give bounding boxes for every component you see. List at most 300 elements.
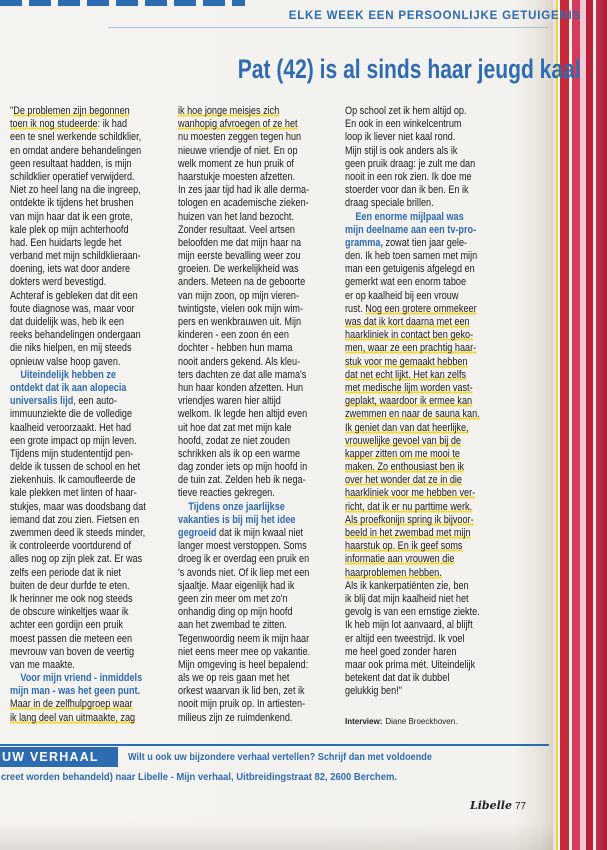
highlighted-text: kapper zitten om me mooi te xyxy=(345,447,460,460)
interview-label: Interview: xyxy=(345,717,383,726)
text-segment: dokters werd bevestigd. xyxy=(10,276,107,289)
text-segment: ik controleerde voortdurend of xyxy=(10,540,132,553)
text-line xyxy=(178,501,310,514)
text-line xyxy=(10,197,146,210)
text-segment: aan het zwembad te zitten. xyxy=(178,619,287,632)
text-line xyxy=(10,461,146,474)
text-line xyxy=(345,672,480,685)
text-line xyxy=(178,659,310,672)
text-segment: nooit mijn pruik op. In artiesten- xyxy=(178,698,306,711)
text-segment: Ik heb mijn lot aanvaard, al blijft xyxy=(345,619,473,632)
text-line xyxy=(345,422,480,435)
text-segment: man een getuigenis afgelegd en xyxy=(345,263,475,276)
text-segment: immuunziekte die de volledige xyxy=(10,408,133,421)
text-segment: en omdat andere behandelingen xyxy=(10,144,142,157)
text-line xyxy=(345,567,480,580)
text-line xyxy=(345,263,480,276)
text-segment: zelfs een periode dat ik niet xyxy=(10,566,121,579)
text-segment: haarstukje moesten afzetten. xyxy=(178,170,296,183)
text-segment: stukjes, maar was doodsbang dat xyxy=(10,500,146,513)
text-line xyxy=(345,685,480,698)
highlighted-text: dat net echt lijkt. Het kan zelfs xyxy=(345,368,467,381)
text-line xyxy=(345,487,480,500)
text-line xyxy=(345,527,480,540)
text-line xyxy=(178,672,310,685)
text-segment: tologen en academische zieken- xyxy=(178,197,309,210)
text-line xyxy=(178,461,310,474)
text-segment: Niet zo heel lang na die ingreep, xyxy=(10,184,141,197)
text-line xyxy=(178,237,310,250)
lead-in-text: gegroeid xyxy=(178,527,217,539)
text-line xyxy=(178,395,310,408)
text-segment: betekent dat dat ik dubbel xyxy=(345,672,450,685)
highlighted-text: was dat ik kort daarna met een xyxy=(345,316,470,328)
text-segment: als we op reis gaan met het xyxy=(178,672,290,685)
text-line xyxy=(10,514,146,527)
text-line xyxy=(10,158,146,171)
text-line xyxy=(10,224,146,237)
text-line xyxy=(178,474,310,487)
text-line xyxy=(345,224,480,237)
text-line xyxy=(178,211,310,224)
text-line xyxy=(345,237,480,250)
page-number: 77 xyxy=(514,801,527,812)
text-line xyxy=(178,145,310,158)
text-segment: geen zin meer om met zo'n xyxy=(178,592,288,605)
text-segment: kinderen - een zoon én een xyxy=(178,329,289,342)
lead-in-text: Een enorme mijlpaal was xyxy=(355,210,464,223)
text-segment: nieuwe vriendje of niet. En op xyxy=(178,144,298,157)
text-segment: , een auto- xyxy=(73,395,117,408)
text-segment: twintigste, vielen ook mijn wim- xyxy=(178,302,304,315)
text-line xyxy=(345,118,480,131)
text-line xyxy=(178,435,310,448)
text-segment: gevolg is van een ernstige ziekte. xyxy=(345,606,480,619)
text-line xyxy=(10,145,146,158)
highlighted-text: stuk voor me gemaakt hebben xyxy=(345,355,468,368)
text-line xyxy=(10,303,146,316)
text-segment: die niks hielpen, en mij steeds xyxy=(10,342,132,355)
text-segment: : ik had xyxy=(97,118,128,131)
text-line xyxy=(178,290,310,303)
text-segment: dochter - hebben hun mama xyxy=(178,342,293,355)
text-segment: schrikken als ik op een warme xyxy=(178,447,301,460)
text-line xyxy=(178,303,310,316)
text-line xyxy=(178,131,310,144)
text-segment: kale plek op mijn achterhoofd xyxy=(10,223,129,236)
text-line xyxy=(10,567,146,580)
highlighted-text: vrouwelijke gevoel van bij de xyxy=(345,434,461,447)
text-segment: welk moment ze hun pruik of xyxy=(178,157,294,170)
text-segment: Als ik kankerpatiënten zie, ben xyxy=(345,579,469,592)
page-stack-edges xyxy=(553,0,607,850)
text-line xyxy=(10,606,146,619)
text-line xyxy=(10,487,146,500)
text-segment: kaalheid veroorzaakt. Het had xyxy=(10,421,132,434)
text-line xyxy=(178,369,310,382)
text-line xyxy=(178,184,310,197)
text-line xyxy=(178,250,310,263)
text-line xyxy=(345,461,480,474)
text-segment: er altijd een tweestrijd. Ik voel xyxy=(345,632,465,645)
highlighted-text: zwemmen en naar de sauna kan. xyxy=(345,408,480,421)
text-line xyxy=(10,474,146,487)
page-footer xyxy=(470,799,526,814)
text-line xyxy=(178,593,310,606)
text-segment: geen resultaat hadden, is mijn xyxy=(10,157,132,170)
text-segment: huizen van het land bezocht. xyxy=(178,210,294,223)
text-segment: stoerder voor dan ik ben. En ik xyxy=(345,184,469,197)
text-segment: dat duidelijk was, heb ik een xyxy=(10,316,124,328)
text-line xyxy=(345,408,480,421)
text-segment: gemerkt wat een enorm taboe xyxy=(345,276,467,289)
text-line xyxy=(178,422,310,435)
text-segment: ters dachten ze dat alle mama's xyxy=(178,368,307,381)
text-segment: welkom. Ik legde hen altijd even xyxy=(178,408,308,421)
text-line xyxy=(178,619,310,632)
text-segment: sjaaltje. Maar eigenlijk had ik xyxy=(178,579,295,592)
text-line xyxy=(178,606,310,619)
text-line xyxy=(345,395,480,408)
text-segment: loop ik liever niet kaal rond. xyxy=(345,131,456,144)
text-line xyxy=(10,369,146,382)
text-segment: vriendjes waren hier altijd xyxy=(178,395,281,408)
text-segment: nooit in een rok zien. Ik doe me xyxy=(345,170,472,183)
text-segment: de tuin zat. Zelden heb ik nega- xyxy=(178,474,306,487)
highlighted-text: Ik geniet dan van dat heerlijke, xyxy=(345,421,469,434)
highlighted-text: geplakt, waardoor ik ermee kan xyxy=(345,395,473,408)
text-line xyxy=(345,474,480,487)
highlighted-text: maken. Zo enthousiast ben ik xyxy=(345,461,465,474)
text-segment: " xyxy=(10,105,14,117)
section-kicker: ELKE WEEK EEN PERSOONLIJKE GETUIGENIS xyxy=(288,10,581,22)
text-line xyxy=(178,540,310,553)
text-segment: delde ik tussen de school en het xyxy=(10,461,141,474)
highlighted-text: ik hoe jonge meisjes zich xyxy=(178,105,280,117)
text-line xyxy=(345,659,480,672)
text-line xyxy=(10,276,146,289)
text-line xyxy=(178,646,310,659)
text-segment: ontdekte ik tijdens het brushen xyxy=(10,197,134,210)
text-segment: droeg ik er overdag een pruik en xyxy=(178,553,310,566)
text-segment: zwemmen deed ik steeds minder, xyxy=(10,527,146,539)
text-segment: hun haar konden afzetten. Hun xyxy=(178,381,304,394)
text-line xyxy=(178,685,310,698)
text-line xyxy=(345,514,480,527)
text-line xyxy=(178,342,310,355)
text-segment: draag speciale brillen. xyxy=(345,197,434,210)
highlighted-text: Maar in de zelfhulpgroep waar xyxy=(10,698,133,711)
text-line xyxy=(345,501,480,514)
text-segment: geen pruik draag: je zult me dan xyxy=(345,157,476,170)
your-story-tag: UW VERHAAL xyxy=(0,747,118,767)
text-line xyxy=(10,171,146,184)
text-segment: van me maakte. xyxy=(10,658,75,671)
lead-in-text: universalis lijd xyxy=(10,395,74,408)
text-segment: rust. xyxy=(345,302,366,315)
highlighted-text: ik lang deel van uitmaakte, zag xyxy=(10,711,136,724)
highlighted-text: met medische lijm worden vast- xyxy=(345,381,473,394)
text-segment: er op kaalheid bij een vrouw xyxy=(345,289,459,302)
text-line xyxy=(345,250,480,263)
masthead-fragment xyxy=(0,0,245,6)
text-segment: me heel goed zonder haren xyxy=(345,645,457,658)
text-line xyxy=(10,131,146,144)
text-segment: tieve reacties gekregen. xyxy=(178,487,275,500)
text-segment: verband met mijn schildklieraan- xyxy=(10,250,141,263)
text-line xyxy=(10,593,146,606)
text-line xyxy=(178,527,310,540)
highlighted-text: richt, dat ik er nu parttime werk. xyxy=(345,500,473,513)
text-segment: anders. Meteen na de geboorte xyxy=(178,276,306,289)
text-line xyxy=(178,382,310,395)
banner-rule xyxy=(0,744,549,746)
text-line xyxy=(345,316,480,329)
text-segment: Mijn stijl is ook anders als ik xyxy=(345,144,458,157)
text-line xyxy=(345,619,480,632)
highlighted-text: haarkliniek voor me hebben ver- xyxy=(345,487,476,500)
text-segment: mijn eerste bevalling weer zou xyxy=(178,250,301,263)
text-line xyxy=(178,567,310,580)
text-line xyxy=(178,580,310,593)
text-segment: uit hoe dat zat met mijn kale xyxy=(178,421,292,434)
text-line xyxy=(345,105,480,118)
highlighted-text: Als proefkonijn spring ik bijvoor- xyxy=(345,513,474,526)
text-line xyxy=(178,105,310,118)
text-line xyxy=(345,553,480,566)
text-segment: nu moesten zeggen tegen hun xyxy=(178,131,302,144)
text-segment: orkest waarvan ik lid ben, zet ik xyxy=(178,685,305,698)
text-line xyxy=(345,356,480,369)
text-segment: foute diagnose was, maar voor xyxy=(10,302,135,315)
text-segment: een te snel werkende schildklier, xyxy=(10,131,142,144)
text-segment: groeien. De werkelijkheid was xyxy=(178,263,299,276)
text-line xyxy=(345,382,480,395)
text-segment: alles nog op zijn plek zat. Er was xyxy=(10,553,143,566)
lead-in-text: Voor mijn vriend - inmiddels xyxy=(20,672,143,685)
text-line xyxy=(10,382,146,395)
text-line xyxy=(10,184,146,197)
text-segment: maar ook prima mét. Uiteindelijk xyxy=(345,658,476,671)
text-segment: zowat tien jaar gele- xyxy=(382,236,468,249)
text-line xyxy=(345,184,480,197)
text-segment: Achteraf is gebleken dat dit een xyxy=(10,289,138,302)
interviewer-name: Diane Broeckhoven. xyxy=(385,717,458,726)
text-line xyxy=(345,646,480,659)
highlighted-text: haarstuk op. En ik geef soms xyxy=(345,540,463,553)
highlighted-text: Nog een grotere ommekeer xyxy=(365,302,477,315)
text-line xyxy=(10,659,146,672)
text-segment: reeks behandelingen ondergaan xyxy=(10,329,141,342)
your-story-text-line-2: creet worden behandeld) naar Libelle - Mijn verhaal, Uitbreidingstraat 82, 2600 Berchem. xyxy=(1,771,397,783)
article-title: Pat (42) is al sinds haar jeugd kaal xyxy=(238,54,581,84)
text-segment: dat ik mijn kwaal niet xyxy=(216,527,304,539)
text-segment: 's avonds niet. Of ik liep met een xyxy=(178,566,310,579)
text-line xyxy=(10,263,146,276)
text-line xyxy=(178,316,310,329)
text-line xyxy=(345,593,480,606)
highlighted-text: haarproblemen hebben. xyxy=(345,566,442,579)
text-line xyxy=(10,540,146,553)
text-segment: Op school zet ik hem altijd op. xyxy=(345,105,467,117)
text-line xyxy=(178,118,310,131)
text-segment: Mijn omgeving is heel bepalend: xyxy=(178,658,309,671)
text-segment: van mijn zoon, op mijn vieren- xyxy=(178,289,300,302)
text-line xyxy=(178,448,310,461)
text-line xyxy=(10,646,146,659)
highlighted-text: men, waar ze een prachtig haar- xyxy=(345,342,477,355)
text-segment: moest passen die meteen een xyxy=(10,632,133,645)
text-segment: schildklier operatief verwijderd. xyxy=(10,170,135,183)
text-line xyxy=(10,250,146,263)
lead-in-text: ontdekt dat ik aan alopecia xyxy=(10,381,127,394)
text-line xyxy=(345,633,480,646)
text-segment: In zes jaar tijd had ik alle derma- xyxy=(178,184,310,197)
text-line xyxy=(178,712,310,725)
highlighted-text: De problemen zijn begonnen xyxy=(13,105,130,117)
text-line xyxy=(178,224,310,237)
text-line xyxy=(10,672,146,685)
text-segment: gelukkig ben!" xyxy=(345,685,402,698)
text-line xyxy=(10,698,146,711)
text-line xyxy=(345,158,480,171)
text-segment: Zonder resultaat. Veel artsen xyxy=(178,223,296,236)
text-line xyxy=(178,158,310,171)
highlighted-text: beeld in het zwembad met mijn xyxy=(345,527,471,539)
text-line xyxy=(10,356,146,369)
text-line xyxy=(10,633,146,646)
text-segment: Tijdens mijn studententijd pen- xyxy=(10,447,134,460)
text-line xyxy=(10,408,146,421)
text-line xyxy=(178,197,310,210)
text-line xyxy=(10,329,146,342)
text-line xyxy=(10,118,146,131)
text-segment: beloofden me dat mijn haar na xyxy=(178,236,302,249)
lead-in-text: Tijdens onze jaarlijkse xyxy=(188,500,285,513)
text-segment: Tegenwoordig neem ik mijn haar xyxy=(178,632,310,645)
text-segment: den. Ik heb toen samen met mijn xyxy=(345,250,478,263)
text-line xyxy=(345,290,480,303)
text-line xyxy=(345,435,480,448)
text-line xyxy=(10,237,146,250)
text-line xyxy=(345,606,480,619)
text-segment: had. Een huidarts legde het xyxy=(10,236,122,249)
text-segment: milieus zijn ze ruimdenkend. xyxy=(178,711,293,724)
text-segment: Ik herinner me ook nog steeds xyxy=(10,592,133,605)
text-line xyxy=(10,435,146,448)
text-line xyxy=(345,276,480,289)
text-line xyxy=(178,553,310,566)
text-segment: onhandig ding op mijn hoofd xyxy=(178,606,293,619)
text-line xyxy=(178,276,310,289)
text-segment: dag zonder iets op mijn hoofd in xyxy=(178,461,308,474)
text-segment: niet eens meer mee op vakantie. xyxy=(178,645,311,658)
text-line xyxy=(10,685,146,698)
text-line xyxy=(345,197,480,210)
text-line xyxy=(10,448,146,461)
text-line xyxy=(10,342,146,355)
highlighted-text: wanhopig afvroegen of ze het xyxy=(178,118,298,131)
lead-in-text: Uiteindelijk hebben ze xyxy=(20,368,117,381)
text-line xyxy=(178,356,310,369)
page-bottom-shadow xyxy=(0,822,553,850)
text-line xyxy=(345,303,480,316)
text-line xyxy=(178,514,310,527)
article-column-1 xyxy=(10,105,146,725)
text-line xyxy=(10,316,146,329)
text-segment: buiten de deur durfde te eten. xyxy=(10,579,130,592)
text-segment: iemand dat zou zien. Fietsen en xyxy=(10,513,140,526)
text-segment: nooit anders gekend. Als kleu- xyxy=(178,355,301,368)
highlighted-text: toen ik nog studeerde xyxy=(10,118,98,131)
text-line xyxy=(345,580,480,593)
text-line xyxy=(10,211,146,224)
text-line xyxy=(178,633,310,646)
text-line xyxy=(10,553,146,566)
text-segment: achter een gordijn een pruik xyxy=(10,619,123,632)
text-line xyxy=(10,619,146,632)
highlighted-text: haarkliniek in contact ben geko- xyxy=(345,329,474,342)
text-line xyxy=(345,211,480,224)
text-segment: mevrouw van boven de veertig xyxy=(10,645,135,658)
text-line xyxy=(178,171,310,184)
text-line xyxy=(10,395,146,408)
text-segment: doening, iets wat door andere xyxy=(10,263,131,276)
text-line xyxy=(10,712,146,725)
text-line xyxy=(345,540,480,553)
text-line xyxy=(345,131,480,144)
lead-in-text: vakanties is bij mij het idee xyxy=(178,513,296,526)
article-column-2 xyxy=(178,105,310,725)
magazine-logo: Libelle xyxy=(470,799,512,812)
text-line xyxy=(178,408,310,421)
text-line xyxy=(345,145,480,158)
text-line xyxy=(345,369,480,382)
text-line xyxy=(10,105,146,118)
text-segment: opnieuw valse hoop gaven. xyxy=(10,355,121,368)
text-line xyxy=(345,448,480,461)
text-line xyxy=(10,422,146,435)
article-column-3 xyxy=(345,105,480,698)
header-rule xyxy=(108,27,548,28)
lead-in-text: mijn deelname aan een tv-pro- xyxy=(345,223,477,236)
text-line xyxy=(178,698,310,711)
text-line xyxy=(345,342,480,355)
text-segment: pers en wenkbrauwen uit. Mijn xyxy=(178,316,302,328)
text-segment: langer moest verstoppen. Soms xyxy=(178,540,307,553)
your-story-text-line-1: Wilt u ook uw bijzondere verhaal vertellen? Schrijf dan met voldoende xyxy=(128,751,432,763)
text-line xyxy=(178,263,310,276)
text-line xyxy=(10,527,146,540)
highlighted-text: informatie aan vrouwen die xyxy=(345,553,455,566)
text-segment: de obscure winkeltjes waar ik xyxy=(10,606,129,619)
text-segment: ik blij dat mijn kaalheid niet het xyxy=(345,592,469,605)
text-segment: En ook in een winkelcentrum xyxy=(345,118,462,131)
text-segment: een grote impact op mijn leven. xyxy=(10,434,137,447)
text-line xyxy=(178,487,310,500)
text-segment: hoofd, zodat ze niet zouden xyxy=(178,434,290,447)
text-line xyxy=(345,171,480,184)
text-segment: van mijn haar dat ik een grote, xyxy=(10,210,133,223)
text-segment: ziekenhuis. Ik camoufleerde de xyxy=(10,474,136,487)
text-segment: kale plekken met linten of haar- xyxy=(10,487,137,500)
lead-in-text: mijn man - was het geen punt. xyxy=(10,685,141,698)
text-line xyxy=(345,329,480,342)
interview-credit xyxy=(345,717,457,727)
highlighted-text: over het wonder dat ze in die xyxy=(345,474,463,487)
text-line xyxy=(178,329,310,342)
text-line xyxy=(10,290,146,303)
